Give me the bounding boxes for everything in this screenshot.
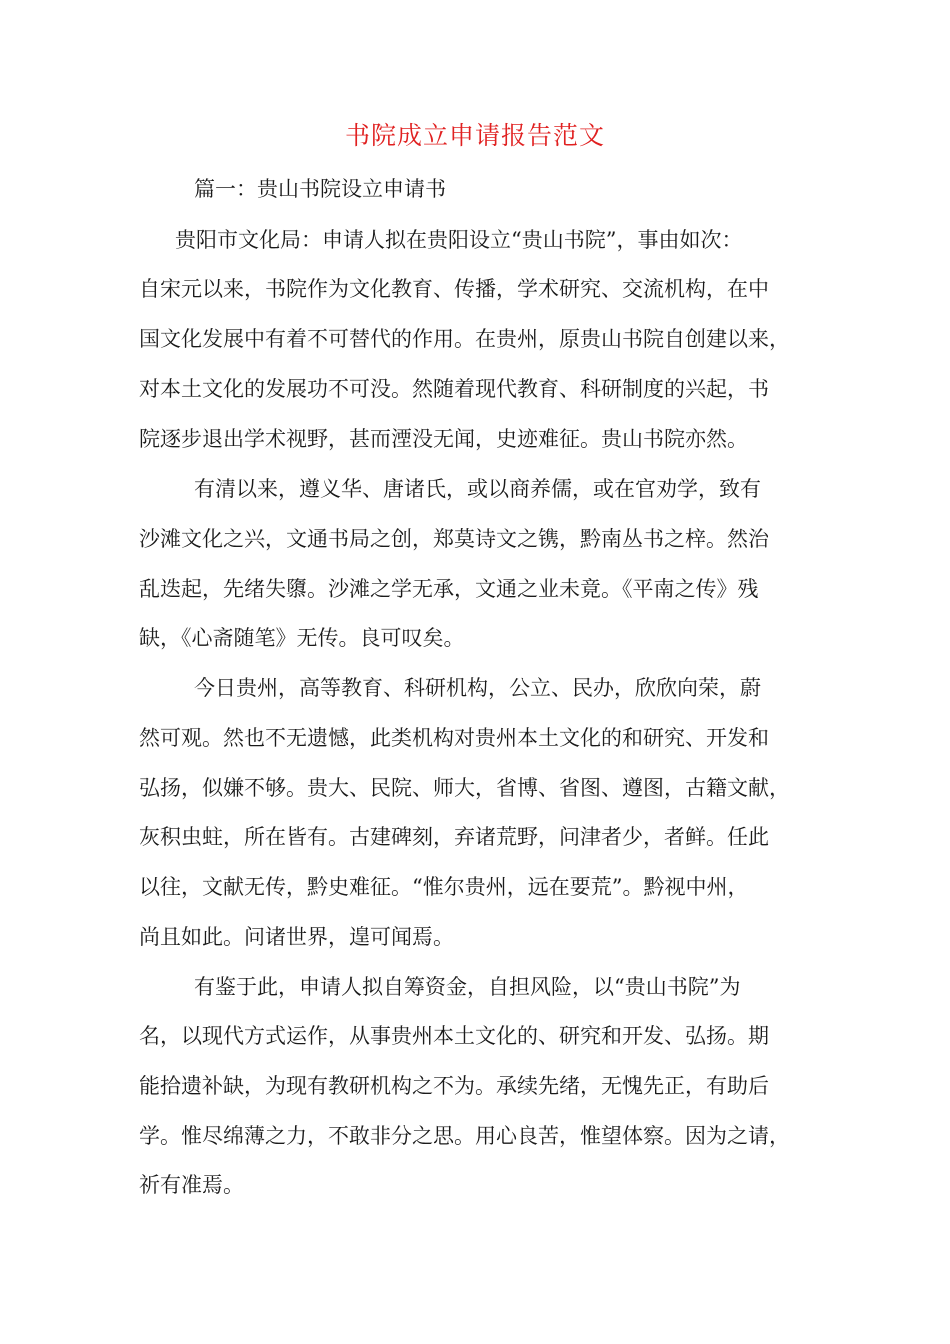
paragraph-line: 有鉴于此，申请人拟自筹资金，自担风险，以“贵山书院”为 bbox=[194, 975, 741, 999]
paragraph-line: 祈有准焉。 bbox=[139, 1173, 244, 1197]
paragraph-line: 以往，文献无传，黔史难征。“惟尔贵州，远在要荒”。黔视中州， bbox=[139, 875, 749, 899]
paragraph-line: 乱迭起，先绪失隳。沙滩之学无承，文通之业未竟。《平南之传》残 bbox=[139, 577, 759, 601]
paragraph-line: 沙滩文化之兴，文通书局之创，郑莫诗文之镌，黔南丛书之梓。然治 bbox=[139, 527, 769, 551]
paragraph-line: 名，以现代方式运作，从事贵州本土文化的、研究和开发、弘扬。期 bbox=[139, 1024, 769, 1048]
paragraph-line: 自宋元以来，书院作为文化教育、传播，学术研究、交流机构，在中 bbox=[139, 277, 769, 301]
paragraph-line: 灰积虫蛀，所在皆有。古建碑刻，弃诸荒野，问津者少，者鲜。任此 bbox=[139, 825, 769, 849]
paragraph-line: 今日贵州，高等教育、科研机构，公立、民办，欣欣向荣，蔚 bbox=[194, 676, 761, 700]
paragraph-line: 学。惟尽绵薄之力，不敢非分之思。用心良苦，惟望体察。因为之请， bbox=[139, 1124, 790, 1148]
paragraph-line: 尚且如此。问诸世界，遑可闻焉。 bbox=[139, 925, 454, 949]
document-subtitle: 篇一：贵山书院设立申请书 bbox=[194, 177, 446, 201]
paragraph-line: 能拾遗补缺，为现有教研机构之不为。承续先绪，无愧先正，有助后 bbox=[139, 1074, 769, 1098]
paragraph-line: 对本土文化的发展功不可没。然随着现代教育、科研制度的兴起，书 bbox=[139, 377, 769, 401]
paragraph-line: 贵阳市文化局：申请人拟在贵阳设立“贵山书院”，事由如次： bbox=[175, 228, 743, 252]
paragraph-line: 有清以来，遵义华、唐诸氏，或以商养儒，或在官劝学，致有 bbox=[194, 477, 761, 501]
paragraph-line: 缺，《心斋随笔》无传。良可叹矣。 bbox=[139, 626, 465, 650]
paragraph-line: 弘扬，似嫌不够。贵大、民院、师大，省博、省图、遵图，古籍文献， bbox=[139, 776, 790, 800]
paragraph-line: 国文化发展中有着不可替代的作用。在贵州，原贵山书院自创建以来， bbox=[139, 327, 790, 351]
paragraph-line: 然可观。然也不无遗憾，此类机构对贵州本土文化的和研究、开发和 bbox=[139, 726, 769, 750]
document-title: 书院成立申请报告范文 bbox=[344, 121, 605, 150]
paragraph-line: 院逐步退出学术视野，甚而湮没无闻，史迹难征。贵山书院亦然。 bbox=[139, 427, 748, 451]
